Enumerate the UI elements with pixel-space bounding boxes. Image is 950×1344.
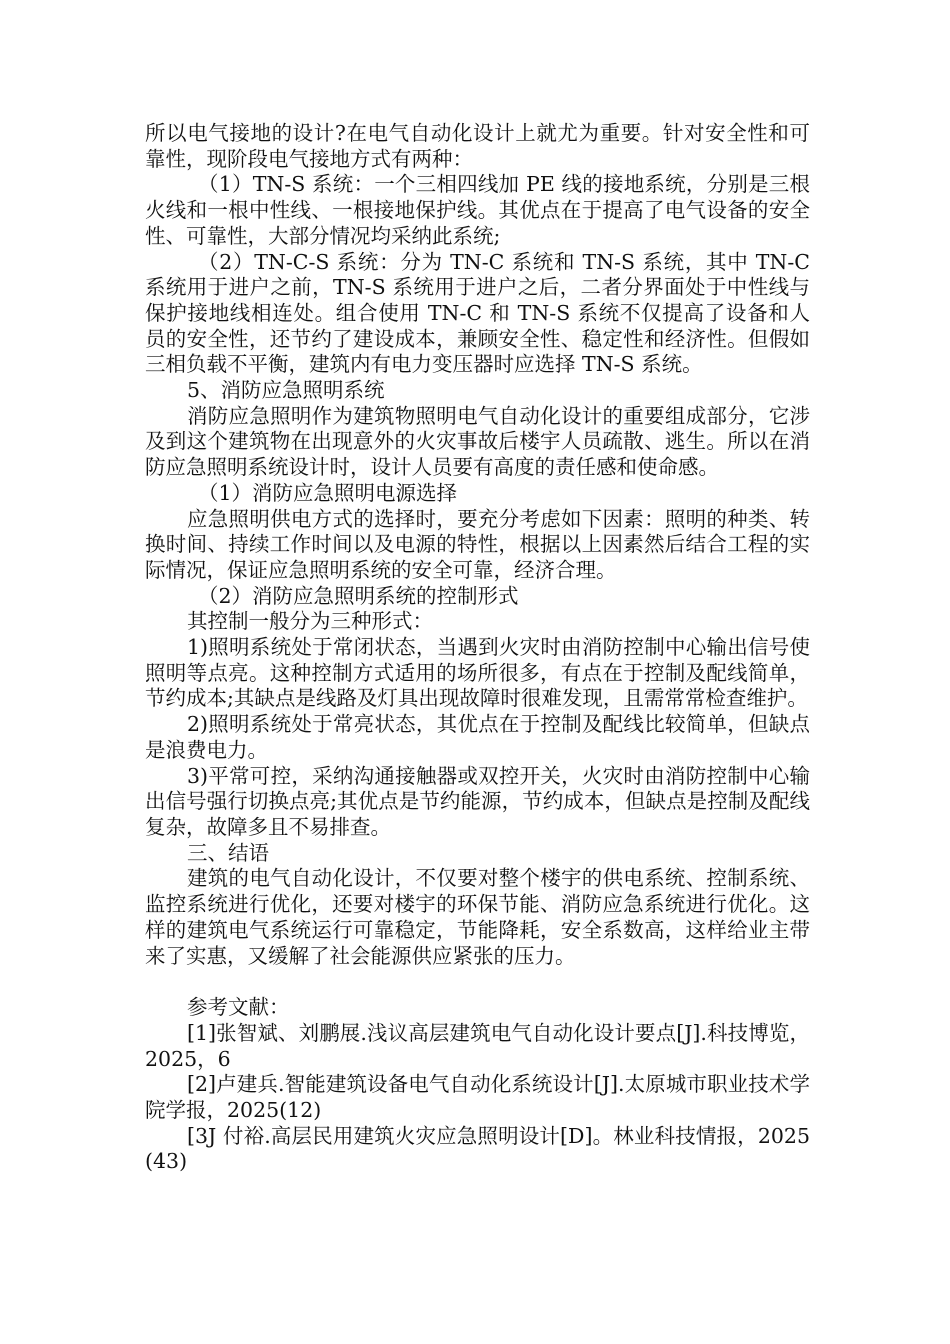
reference-item: [3J 付裕.高层民用建筑火灾应急照明设计[D]。林业科技情报，2025(43) [145,1123,810,1174]
section-heading-emergency-lighting: 5、消防应急照明系统 [187,378,385,403]
tn-c-s-paragraph: （2）TN-C-S 系统：分为 TN-C 系统和 TN-S 系统，其中 TN-C 系统用于进户之前，TN-S 系统用于进户之后，二者分界面处于中性线与保护接地线相连处。组合使用 TN-C 和 TN-S 系统不仅提高了设备和人员的安全性，还节约了建设成本，兼顾安全性、稳定性和经济性。但假如三相负载不平衡，建筑内有电力变压器时应选择 TN-S 系统。 [145,249,810,377]
references-heading: 参考文献： [187,995,290,1020]
section-heading-conclusion: 三、结语 [187,840,269,865]
conclusion-paragraph: 建筑的电气自动化设计，不仅要对整个楼宇的供电系统、控制系统、监控系统进行优化，还要对楼宇的环保节能、消防应急系统进行优化。这样的建筑电气系统运行可靠稳定，节能降耗，安全系数高，这样给业主带来了实惠，又缓解了社会能源供应紧张的压力。 [145,866,810,968]
list-item: 3)平常可控，采纳沟通接触器或双控开关，火灾时由消防控制中心输出信号强行切换点亮;其优点是节约能源，节约成本，但缺点是控制及配线复杂，故障多且不易排查。 [145,763,810,839]
body-paragraph: 消防应急照明作为建筑物照明电气自动化设计的重要组成部分，它涉及到这个建筑物在出现意外的火灾事故后楼宇人员疏散、逃生。所以在消防应急照明系统设计时，设计人员要有高度的责任感和使命感。 [145,403,810,480]
reference-item: [1]张智斌、刘鹏展.浅议高层建筑电气自动化设计要点[J].科技博览，2025，6 [145,1020,810,1071]
subheading-control-form: （2）消防应急照明系统的控制形式 [198,583,519,608]
list-item: 1)照明系统处于常闭状态，当遇到火灾时由消防控制中心输出信号使照明等点亮。这种控制方式适用的场所很多，有点在于控制及配线简单，节约成本;其缺点是线路及灯具出现故障时很难发现，且需常常检查维护。 [145,635,810,711]
reference-item: [2]卢建兵.智能建筑设备电气自动化系统设计[J].太原城市职业技术学院学报，2025(12) [145,1072,810,1123]
section-spacer [145,969,810,995]
body-paragraph: 应急照明供电方式的选择时，要充分考虑如下因素：照明的种类、转换时间、持续工作时间以及电源的特性，根据以上因素然后结合工程的实际情况，保证应急照明系统的安全可靠，经济合理。 [145,506,810,582]
body-paragraph: 所以电气接地的设计?在电气自动化设计上就尤为重要。针对安全性和可靠性，现阶段电气接地方式有两种： [145,121,810,171]
body-paragraph: 其控制一般分为三种形式： [187,609,433,634]
tn-s-paragraph: （1）TN-S 系统：一个三相四线加 PE 线的接地系统，分别是三根火线和一根中性线、一根接地保护线。其优点在于提高了电气设备的安全性、可靠性，大部分情况均采纳此系统; [145,172,810,248]
list-item: 2)照明系统处于常亮状态，其优点在于控制及配线比较简单，但缺点是浪费电力。 [145,712,810,762]
document-page [145,121,810,1175]
subheading-power-source: （1）消防应急照明电源选择 [198,480,458,505]
